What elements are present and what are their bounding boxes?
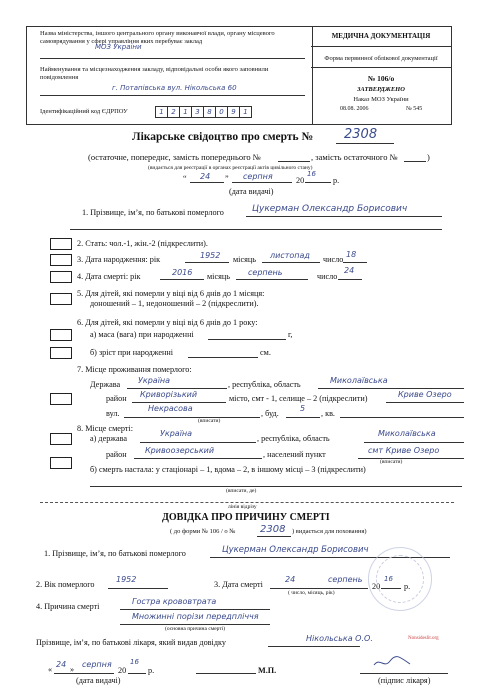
prev-number-line: [278, 161, 310, 162]
order-date: 08.08. 2006: [340, 106, 369, 112]
item7-box[interactable]: [50, 393, 72, 405]
stub-year: 16: [130, 658, 139, 666]
stub-number: 2308: [260, 524, 286, 535]
stub1-label: 1. Прізвище, ім’я, по батькові померлого: [44, 549, 186, 558]
stub3-date-line: [270, 588, 368, 589]
item8a-settle-label: , населений пункт: [263, 450, 326, 459]
item8a-box[interactable]: [50, 433, 72, 445]
order: Наказ МОЗ України: [353, 96, 409, 103]
form-label: Форма первинної облікової документації: [324, 55, 438, 62]
item2-label: 2. Стать: чол.-1, жін.-2 (підкреслити).: [77, 239, 208, 248]
item2-box[interactable]: [50, 238, 72, 250]
doc-type: МЕДИЧНА ДОКУМЕНТАЦІЯ: [331, 32, 431, 40]
edrpou-digit: 8: [203, 106, 216, 118]
item8a-region-line: [364, 442, 464, 443]
issue-date-quote-open: “: [183, 174, 187, 183]
item7-house: 5: [300, 404, 306, 413]
item8a-state-line: [140, 442, 256, 443]
item3-year: 1952: [200, 251, 221, 260]
item3-box[interactable]: [50, 254, 72, 266]
item3-month-label: місяць: [233, 255, 256, 264]
item7-district-line: [132, 402, 226, 403]
stub-title: ДОВІДКА ПРО ПРИЧИНУ СМЕРТІ: [162, 512, 330, 523]
item7-street-line: [124, 417, 260, 418]
stub4-value2: Множинні порізи передпліччя: [132, 612, 259, 621]
item7-settle-line: [386, 402, 464, 403]
item7-settle-label: місто, смт - 1, селище – 2 (підкреслити): [229, 394, 368, 403]
stub3-note: ( число, місяць, рік): [288, 590, 335, 596]
stub-number-line: [257, 536, 291, 537]
issue-day-line: [190, 182, 224, 183]
item3-month: листопад: [270, 251, 310, 260]
item7-state-label: Держава: [90, 380, 121, 389]
institution-value: г. Потапівська вул. Нікольська 60: [112, 84, 237, 92]
item8b-box[interactable]: [50, 457, 72, 469]
item8b-line: [90, 486, 462, 487]
order-no: № 545: [406, 106, 423, 112]
doc-type-line: [311, 46, 451, 47]
edrpou-digit: 1: [179, 106, 192, 118]
stub2-line: [108, 588, 168, 589]
stub2-value: 1952: [116, 575, 137, 584]
edrpou-digit: 3: [191, 106, 204, 118]
item7-state-line: [127, 388, 227, 389]
stub3-year-prefix: 20: [372, 582, 381, 591]
stub-year-line: [128, 673, 146, 674]
certificate-number: 2308: [344, 127, 378, 142]
edrpou-code: [156, 106, 252, 118]
stub-sub-b: ) видається для поховання): [292, 528, 367, 535]
item4-label: 4. Дата смерті: рік: [77, 272, 141, 281]
stub3-month: серпень: [328, 575, 363, 584]
edrpou-digit: 1: [155, 106, 168, 118]
item3-day-line: [343, 262, 367, 263]
item7-region: Миколаївська: [330, 376, 388, 385]
edrpou-digit: 1: [239, 106, 252, 118]
cut-line: [40, 502, 454, 503]
item6b-label: б) зріст при народженні: [90, 348, 174, 357]
item6-label: 6. Для дітей, які померли у віці від 6 днів до 1 року:: [77, 318, 258, 327]
issue-month: серпня: [243, 172, 273, 181]
item7-flat-line: [340, 417, 464, 418]
stub3-year: 16: [384, 575, 393, 583]
stub-date-close: »: [70, 665, 75, 674]
stub-date-line: [54, 673, 114, 674]
ministry-line: [40, 58, 305, 59]
item6a-unit: г,: [288, 330, 293, 339]
item1-label: 1. Прізвище, ім’я, по батькові померлого: [82, 208, 224, 217]
subtitle-a: (остаточне, попереднє, замість попереднього №: [88, 152, 261, 162]
item7-rep-label: , республіка, область: [228, 380, 301, 389]
certificate-number-line: [336, 143, 394, 144]
item4-day-label: число: [317, 272, 338, 281]
issue-day: 24: [200, 172, 211, 181]
item3-day: 18: [346, 250, 357, 259]
ministry-label: Назва міністерства, іншого центрального органу виконавчої влади, органу місцевого самоврядування у сфері управління яких перебуває заклад: [40, 30, 275, 45]
edrpou-label: Ідентифікаційний код ЄДРПОУ: [40, 108, 128, 115]
item8a-state: Україна: [160, 429, 193, 438]
institution-label: Найменування та місцезнаходження закладу, відповідальні особи якого заповнили повідомлення: [40, 66, 269, 81]
item7-write-in: (вписати): [198, 418, 221, 424]
item7-street-label: вул.: [106, 409, 120, 418]
round-stamp-inner: [376, 555, 424, 603]
stub-date-open: «: [48, 665, 53, 674]
item6a-box[interactable]: [50, 329, 72, 341]
stub-day: 24: [56, 660, 67, 669]
ministry-value: МОЗ України: [95, 43, 142, 51]
issued-note: (видається для реєстрації в органах реєстрації актів цивільного стану): [148, 165, 313, 171]
stub2-label: 2. Вік померлого: [36, 580, 95, 589]
doctor-value: Нікольська О.О.: [306, 634, 373, 643]
doctor-signature: [372, 655, 412, 669]
item7-region-line: [318, 388, 464, 389]
mp-label: М.П.: [258, 666, 277, 675]
stub4-label: 4. Причина смерті: [36, 602, 100, 611]
subtitle-b: , замість остаточного №: [311, 152, 398, 162]
item4-box[interactable]: [50, 271, 72, 283]
item6b-line: [188, 357, 258, 358]
subtitle-end: ): [427, 152, 430, 162]
stub3-year-suffix: р.: [404, 582, 411, 591]
item8b-write-in: (вписати, де): [226, 488, 257, 494]
item8a-settle-line: [358, 458, 464, 459]
item8a-label: а) держава: [90, 434, 127, 443]
item4-year: 2016: [172, 268, 193, 277]
item4-day: 24: [344, 266, 355, 275]
item4-month-label: місяць: [207, 272, 230, 281]
item8-label: 8. Місце смерті:: [77, 424, 134, 433]
institution-line: [40, 95, 305, 96]
form-number: № 106/о: [367, 74, 395, 83]
item8a-rep-label: , республіка, область: [257, 434, 330, 443]
form-line: [311, 67, 451, 68]
issue-date-label: (дата видачі): [229, 187, 274, 196]
item3-month-line: [262, 262, 320, 263]
sign-label: (підпис лікаря): [378, 676, 431, 685]
item4-month: серпень: [248, 268, 283, 277]
issue-year-prefix: 20: [296, 176, 305, 185]
edrpou-digit: 0: [215, 106, 228, 118]
sign-line: [360, 673, 448, 674]
edrpou-digit: 2: [167, 106, 180, 118]
item7-district: Криворізький: [140, 390, 198, 399]
cut-line-label: лінія відрізу: [228, 504, 257, 510]
item5-sub: доношений – 1, недоношений – 2 (підкреслити).: [90, 299, 259, 308]
issue-month-line: [232, 182, 292, 183]
item8a-district-line: [134, 458, 262, 459]
item6b-unit: см.: [260, 348, 271, 357]
item3-year-line: [185, 262, 229, 263]
item7-district-label: район: [106, 394, 127, 403]
item7-house-line: [286, 417, 320, 418]
item8a-settle: смт Криве Озеро: [368, 446, 440, 455]
doctor-line: [268, 646, 360, 647]
stub3-label: 3. Дата смерті: [214, 580, 263, 589]
item8a-district: Кривоозерський: [145, 446, 215, 455]
item5-label: 5. Для дітей, які померли у віці від 6 днів до 1 місяця:: [77, 289, 265, 298]
item8a-region: Миколаївська: [378, 429, 436, 438]
item1-value: Цукерман Олександр Борисович: [252, 204, 408, 214]
stub-date-label: (дата видачі): [76, 676, 121, 685]
edrpou-digit: 9: [227, 106, 240, 118]
stub4-note: (основна причина смерті): [165, 626, 226, 632]
approved: ЗАТВЕРДЖЕНО: [357, 86, 405, 93]
final-number-line: [404, 161, 426, 162]
item4-day-line: [338, 279, 362, 280]
item3-label: 3. Дата народження: рік: [77, 255, 161, 264]
doctor-label: Прізвище, ім’я, по батькові лікаря, який видав довідку: [36, 638, 226, 647]
item7-label: 7. Місце проживання померлого:: [77, 365, 192, 374]
item7-flat-label: , кв.: [321, 409, 335, 418]
item4-month-line: [236, 279, 308, 280]
issue-date-quote-close: ”: [225, 174, 229, 183]
watermark: Nonsideslit.org: [408, 636, 439, 641]
item7-state: Україна: [138, 376, 171, 385]
item8a-district-label: район: [106, 450, 127, 459]
item8a-write-in: (вписати): [380, 459, 403, 465]
item7-street: Некрасова: [148, 404, 193, 413]
item6a-line: [208, 339, 286, 340]
item8b-label: б) смерть настала: у стаціонарі – 1, вдома – 2, в іншому місці – 3 (підкреслити): [90, 465, 366, 474]
item7-settle: Криве Озеро: [398, 390, 452, 399]
stub-sub-a: ( до форми № 106 / о №: [170, 528, 236, 535]
stub-year-suffix: р.: [148, 666, 155, 675]
mp-line: [196, 673, 256, 674]
issue-year-line: [305, 182, 331, 183]
certificate-title: Лікарське свідоцтво про смерть №: [132, 131, 314, 143]
issue-year: 16: [307, 170, 316, 178]
item6b-box[interactable]: [50, 347, 72, 359]
stub-month: серпня: [82, 660, 112, 669]
item7-house-label: , буд.: [261, 409, 279, 418]
issue-year-suffix: р.: [333, 176, 340, 185]
stub1-value: Цукерман Олександр Борисович: [222, 545, 369, 555]
stub4-line2: [120, 624, 270, 625]
stub-year-prefix: 20: [118, 666, 127, 675]
stub4-line1: [120, 609, 270, 610]
item1-line: [246, 216, 442, 217]
item1-line2: [70, 229, 442, 230]
stub4-value1: Гостра крововтрата: [132, 597, 217, 606]
item4-year-line: [160, 279, 204, 280]
item3-day-label: число: [323, 255, 344, 264]
item5-box[interactable]: [50, 293, 72, 305]
item6a-label: а) маса (вага) при народженні: [90, 330, 194, 339]
stub3-day: 24: [285, 575, 296, 584]
